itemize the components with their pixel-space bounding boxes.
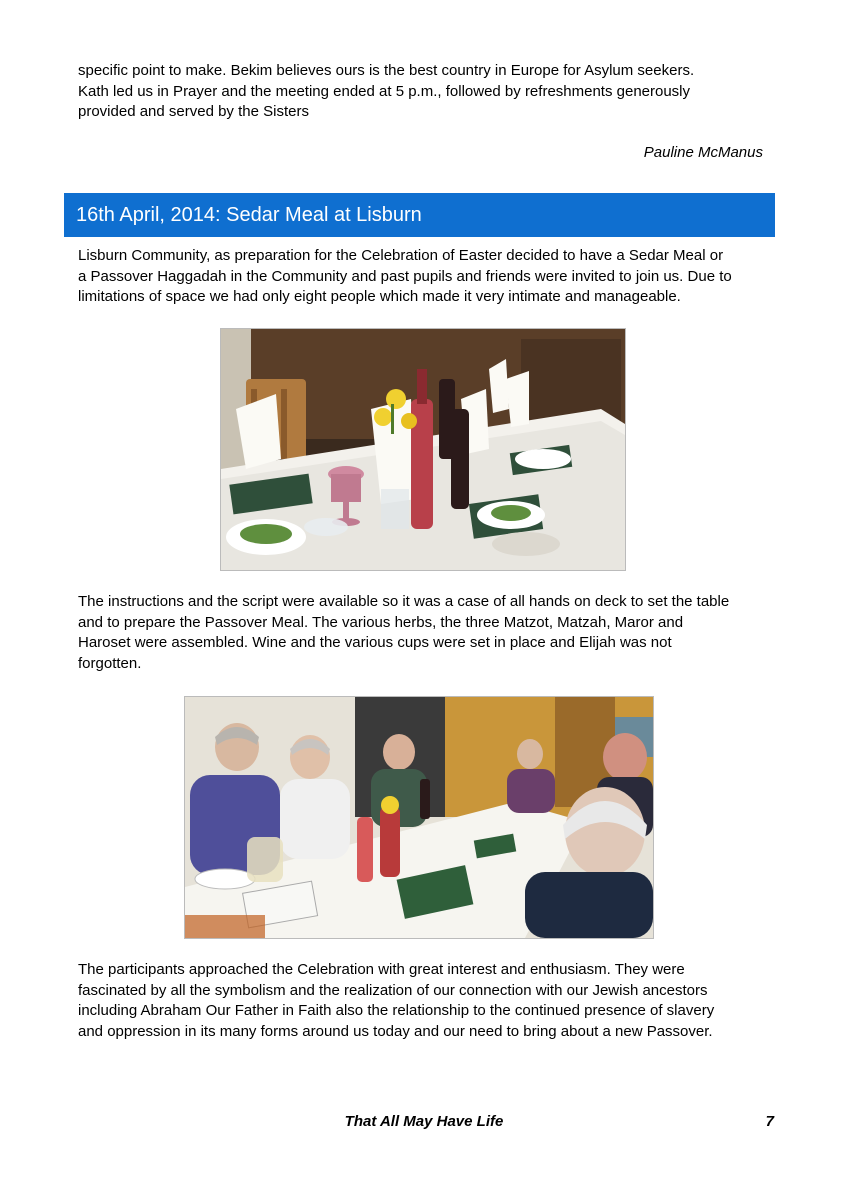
paragraph-line: a Passover Haggadah in the Community and past pupils and friends were invited to join us. Due to bbox=[78, 267, 732, 285]
author-signature: Pauline McManus bbox=[643, 144, 763, 161]
page-number: 7 bbox=[765, 1113, 774, 1130]
participants-photo bbox=[184, 696, 654, 939]
paragraph-line: Lisburn Community, as preparation for the Celebration of Easter decided to have a Sedar Meal or bbox=[78, 247, 724, 264]
section-header bbox=[64, 193, 775, 237]
paragraph-line: and oppression in its many forms around us today and our need to bring about a new Passover. bbox=[78, 1023, 713, 1041]
intro-line: specific point to make. Bekim believes ours is the best country in Europe for Asylum seekers. bbox=[78, 62, 695, 79]
paragraph-line: including Abraham Our Father in Faith also the relationship to the continued presence of slavery bbox=[78, 1002, 715, 1020]
paragraph-line: Haroset were assembled. Wine and the various cups were set in place and Elijah was not bbox=[78, 634, 672, 652]
paragraph-reflection bbox=[78, 960, 778, 1043]
intro-line: Kath led us in Prayer and the meeting ended at 5 p.m., followed by refreshments generously bbox=[78, 82, 691, 100]
intro-paragraph bbox=[78, 61, 778, 123]
paragraph-intro-sedar bbox=[78, 246, 778, 308]
paragraph-line: The instructions and the script were available so it was a case of all hands on deck to set the table bbox=[78, 593, 730, 610]
paragraph-line: forgotten. bbox=[78, 655, 142, 673]
intro-line: provided and served by the Sisters bbox=[78, 103, 309, 121]
footer-title: That All May Have Life bbox=[344, 1113, 504, 1130]
paragraph-line: limitations of space we had only eight people which made it very intimate and manageable. bbox=[78, 288, 681, 306]
table-setting-photo bbox=[220, 328, 626, 571]
paragraph-preparation bbox=[78, 592, 778, 675]
paragraph-line: The participants approached the Celebration with great interest and enthusiasm. They were bbox=[78, 961, 685, 978]
section-title: 16th April, 2014: Sedar Meal at Lisburn bbox=[76, 204, 422, 226]
paragraph-line: and to prepare the Passover Meal. The various herbs, the three Matzot, Matzah, Maror and bbox=[78, 613, 684, 631]
paragraph-line: fascinated by all the symbolism and the realization of our connection with our Jewish ancestors bbox=[78, 981, 708, 999]
